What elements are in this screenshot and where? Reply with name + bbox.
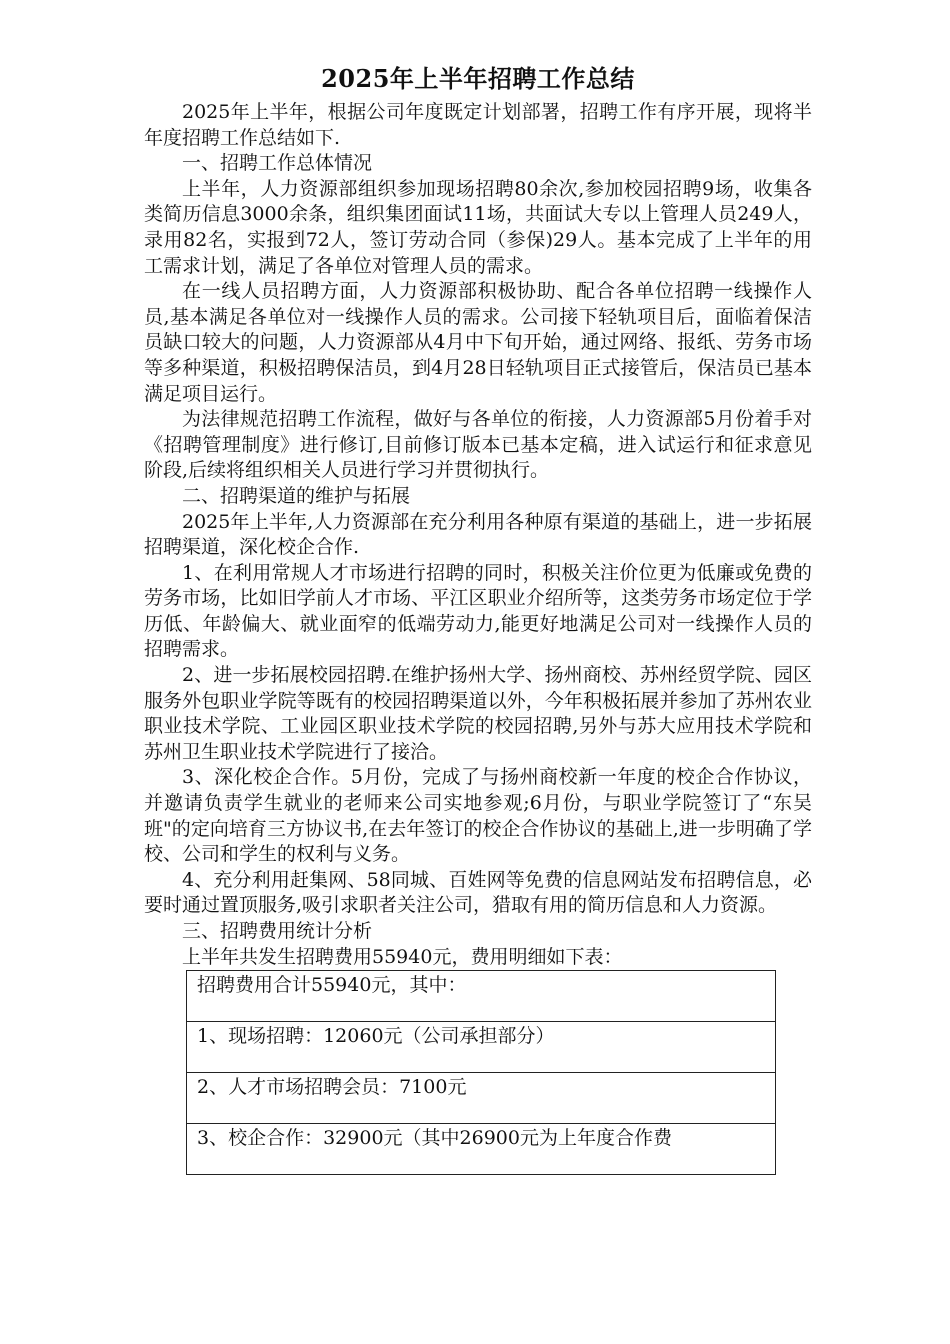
fee-total-cell: 招聘费用合计55940元，其中： bbox=[187, 971, 776, 1022]
frontline-paragraph: 在一线人员招聘方面，人力资源部积极协助、配合各单位招聘一线操作人员,基本满足各单位对一线操作人员的需求。公司接下轻轨项目后，面临着保洁员缺口较大的问题，人力资源部从4月中下旬开始，通过网络、报纸、劳务市场等多种渠道，积极招聘保洁员，到4月28日轻轨项目正式接管后，保洁员已基本满足项目运行。 bbox=[144, 280, 812, 405]
table-row bbox=[187, 1073, 776, 1124]
table-row bbox=[187, 971, 776, 1022]
fee-school-cooperation-cell: 3、校企合作：32900元（其中26900元为上年度合作费 bbox=[187, 1124, 776, 1175]
intro-paragraph: 2025年上半年，根据公司年度既定计划部署，招聘工作有序开展，现将半年度招聘工作总结如下. bbox=[144, 101, 812, 149]
section-heading-costs: 三、招聘费用统计分析 bbox=[182, 920, 373, 942]
overview-paragraph: 上半年，人力资源部组织参加现场招聘80余次,参加校园招聘9场，收集各类简历信息3000余条，组织集团面试11场，共面试大专以上管理人员249人，录用82名，实报到72人，签订劳动合同（参保)29人。基本完成了上半年的用工需求计划，满足了各单位对管理人员的需求。 bbox=[144, 177, 812, 277]
section-heading-channels: 二、招聘渠道的维护与拓展 bbox=[182, 484, 411, 507]
fee-talent-market-cell: 2、人才市场招聘会员：7100元 bbox=[187, 1073, 776, 1124]
fee-table bbox=[186, 970, 776, 1175]
table-row bbox=[187, 1022, 776, 1073]
channel-item-1: 1、在利用常规人才市场进行招聘的同时，积极关注价位更为低廉或免费的劳务市场，比如旧学前人才市场、平江区职业介绍所等，这类劳务市场定位于学历低、年龄偏大、就业面窄的低端劳动力,能更好地满足公司对一线操作人员的招聘需求。 bbox=[144, 561, 812, 661]
policy-paragraph: 为法律规范招聘工作流程，做好与各单位的衔接，人力资源部5月份着手对《招聘管理制度》进行修订,目前修订版本已基本定稿，进入试运行和征求意见阶段,后续将组织相关人员进行学习并贯彻执行。 bbox=[144, 408, 812, 482]
document-page bbox=[144, 62, 812, 1175]
channel-item-2: 2、进一步拓展校园招聘.在维护扬州大学、扬州商校、苏州经贸学院、园区服务外包职业学院等既有的校园招聘渠道以外，今年积极拓展并参加了苏州农业职业技术学院、工业园区职业技术学院的校园招聘,另外与苏大应用技术学院和苏州卫生职业技术学院进行了接洽。 bbox=[144, 664, 812, 763]
costs-intro-paragraph: 上半年共发生招聘费用55940元，费用明细如下表： bbox=[182, 945, 623, 968]
fee-onsite-cell: 1、现场招聘：12060元（公司承担部分） bbox=[187, 1022, 776, 1073]
section-heading-overview: 一、招聘工作总体情况 bbox=[182, 152, 373, 175]
table-row bbox=[187, 1124, 776, 1175]
channel-item-4: 4、充分利用赶集网、58同城、百姓网等免费的信息网站发布招聘信息，必要时通过置顶服务,吸引求职者关注公司，猎取有用的简历信息和人力资源。 bbox=[144, 868, 812, 917]
channels-intro-paragraph: 2025年上半年,人力资源部在充分利用各种原有渠道的基础上，进一步拓展招聘渠道，深化校企合作. bbox=[144, 510, 812, 559]
channel-item-3: 3、深化校企合作。5月份，完成了与扬州商校新一年度的校企合作协议，并邀请负责学生就业的老师来公司实地参观;6月份，与职业学院签订了“东吴班"的定向培育三方协议书,在去年签订的校企合作协议的基础上,进一步明确了学校、公司和学生的权利与义务。 bbox=[144, 766, 812, 866]
document-title: 2025年上半年招聘工作总结 bbox=[321, 64, 635, 93]
